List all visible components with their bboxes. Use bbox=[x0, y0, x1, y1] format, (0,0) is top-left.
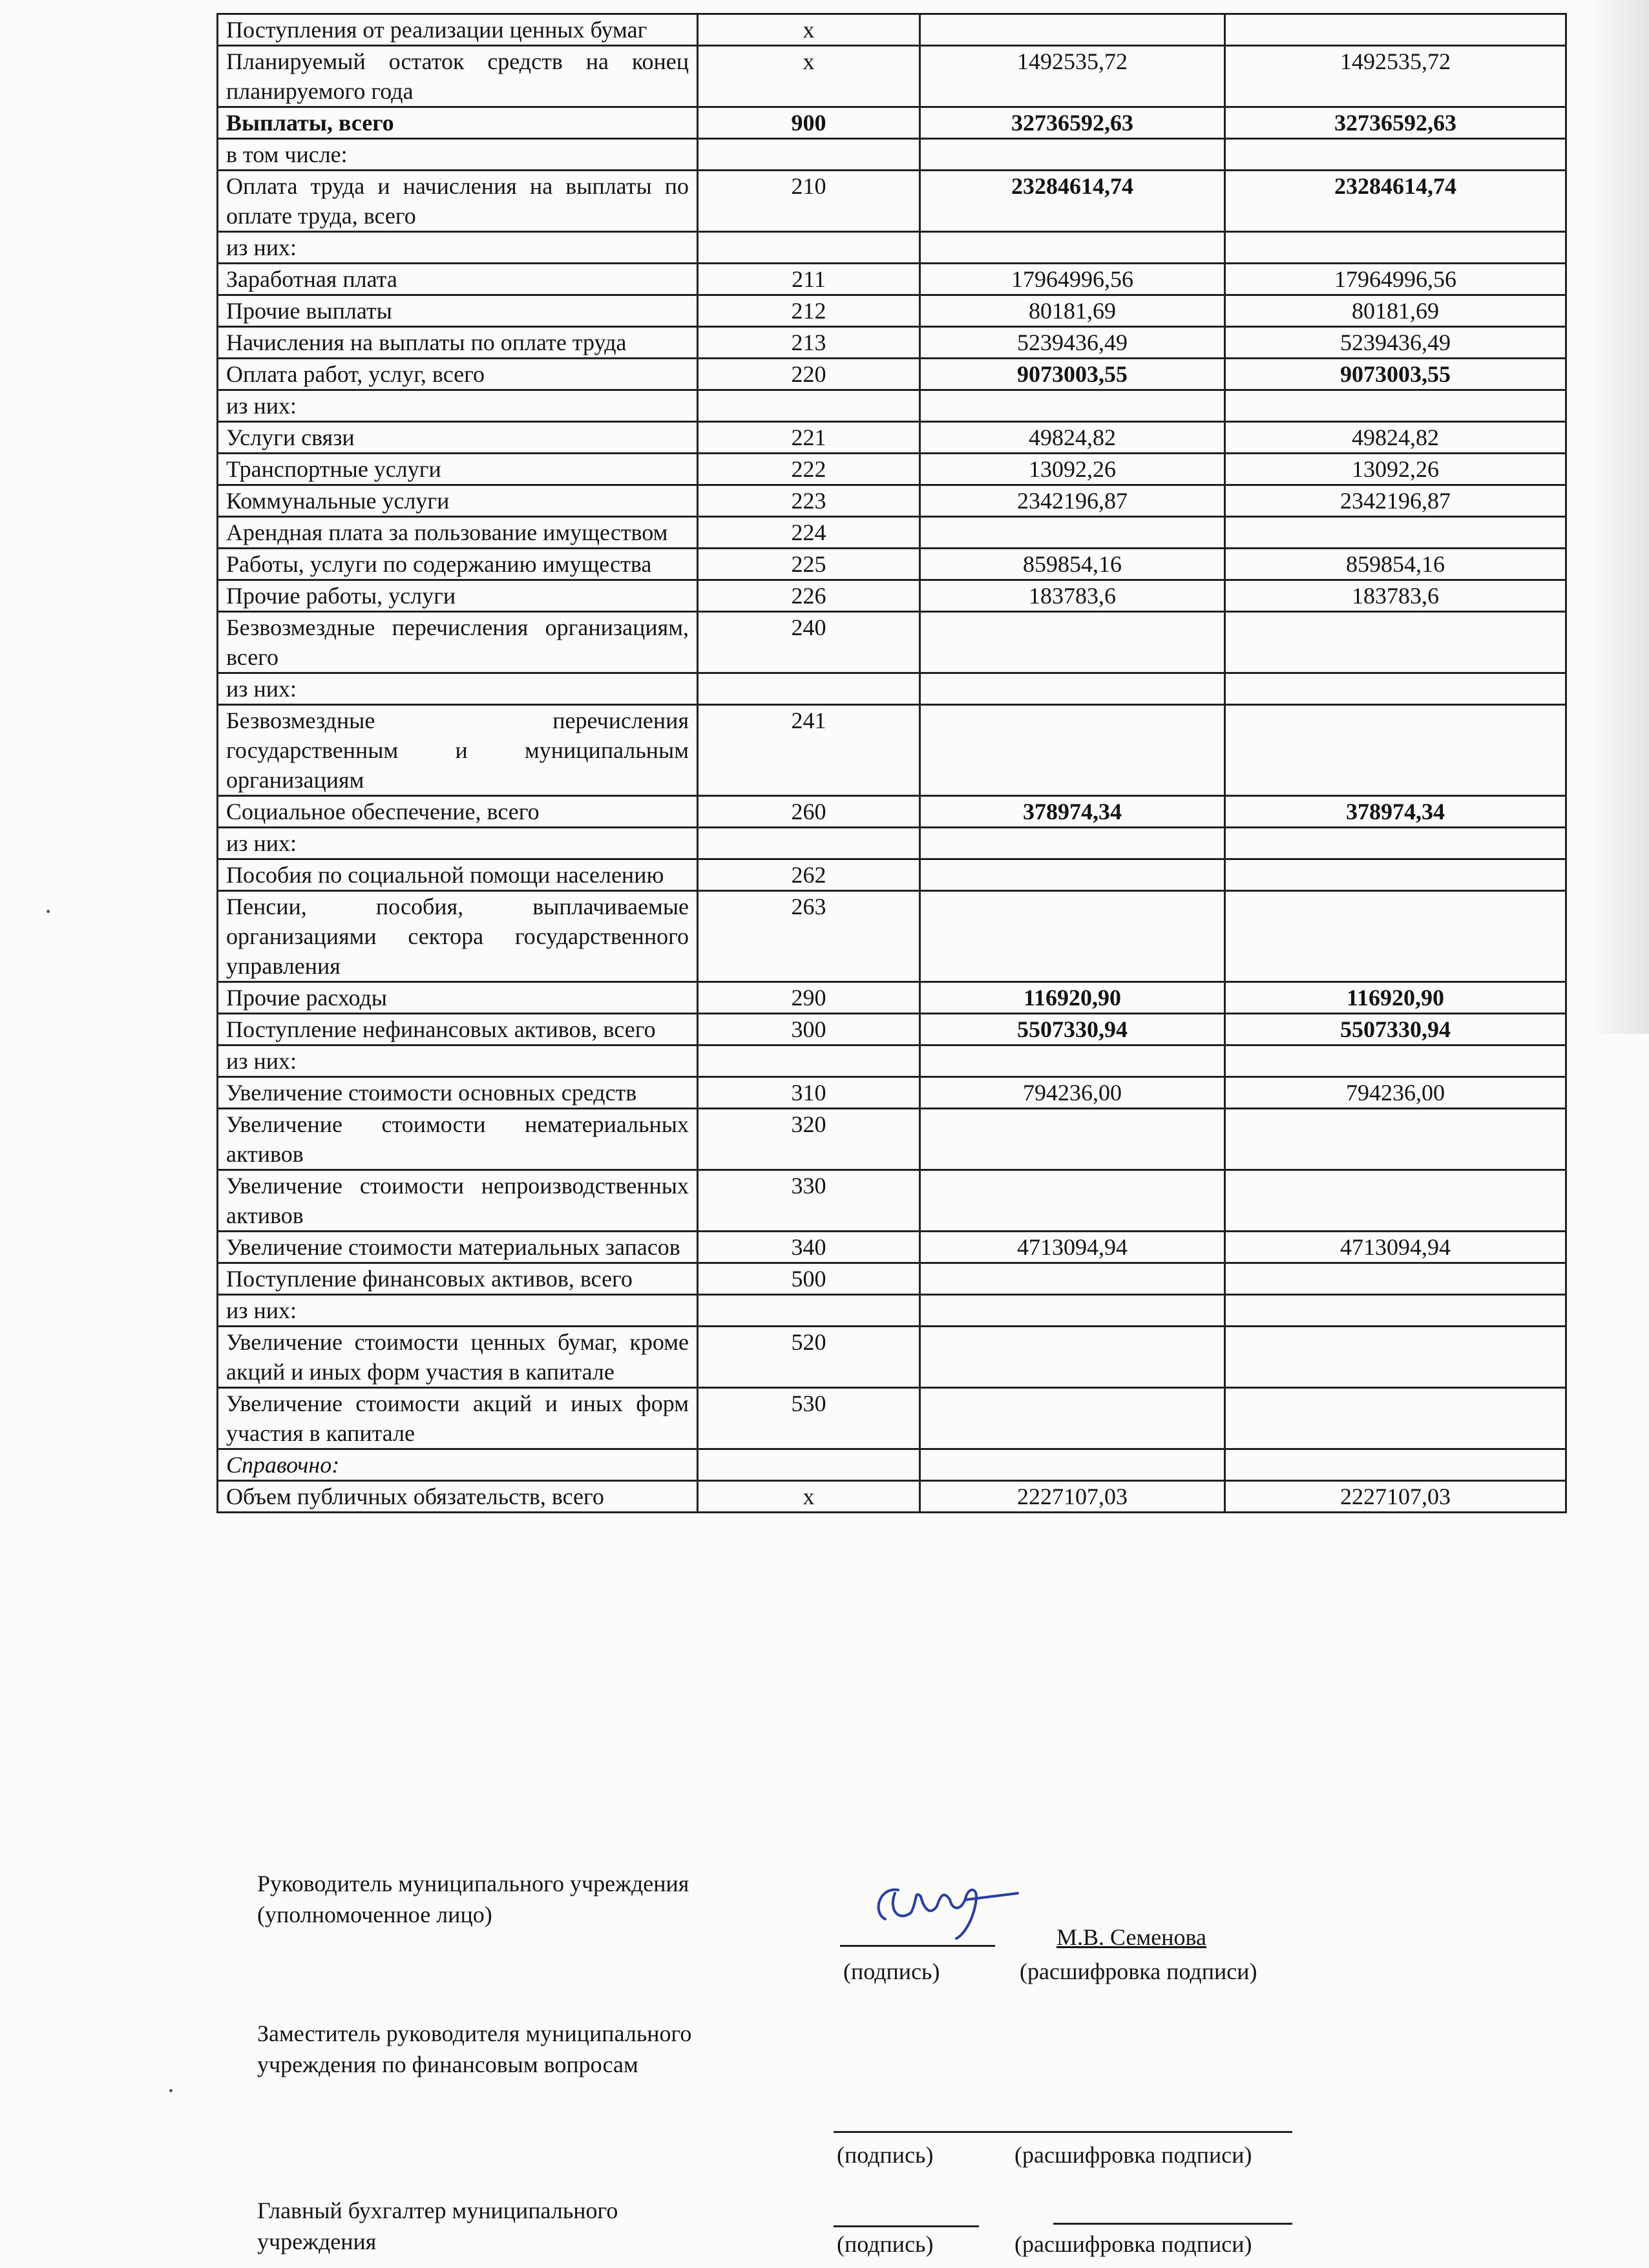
row-current-year-value bbox=[1225, 705, 1566, 796]
row-code: х bbox=[698, 14, 920, 46]
chief-title: Главный бухгалтер муниципального bbox=[257, 2198, 618, 2223]
row-current-year-value: 378974,34 bbox=[1225, 796, 1566, 828]
row-name: Пенсии, пособия, выплачиваемые организациями сектора государственного управления bbox=[218, 891, 698, 982]
table-row bbox=[218, 1109, 1566, 1170]
row-current-year-value bbox=[1225, 1045, 1566, 1077]
row-plan-value bbox=[920, 612, 1225, 673]
row-name: Транспортные услуги bbox=[218, 454, 698, 485]
table-row bbox=[218, 1327, 1566, 1388]
row-code: 290 bbox=[698, 982, 920, 1014]
row-code: 340 bbox=[698, 1232, 920, 1263]
row-code bbox=[698, 1045, 920, 1077]
scan-speck bbox=[47, 910, 50, 913]
table-row bbox=[218, 1014, 1566, 1045]
row-current-year-value: 80181,69 bbox=[1225, 295, 1566, 327]
row-plan-value: 2342196,87 bbox=[920, 485, 1225, 517]
row-current-year-value: 5507330,94 bbox=[1225, 1014, 1566, 1045]
scan-speck bbox=[169, 2089, 173, 2092]
row-plan-value bbox=[920, 828, 1225, 859]
chief-decode-line bbox=[1053, 2223, 1292, 2225]
row-current-year-value: 2342196,87 bbox=[1225, 485, 1566, 517]
row-plan-value bbox=[920, 390, 1225, 422]
row-current-year-value: 1492535,72 bbox=[1225, 46, 1566, 107]
row-plan-value: 183783,6 bbox=[920, 580, 1225, 612]
row-current-year-value bbox=[1225, 828, 1566, 859]
row-name: Объем публичных обязательств, всего bbox=[218, 1481, 698, 1513]
row-plan-value: 32736592,63 bbox=[920, 107, 1225, 139]
row-name: из них: bbox=[218, 390, 698, 422]
row-name: Увеличение стоимости ценных бумаг, кроме акций и иных форм участия в капитале bbox=[218, 1327, 698, 1388]
row-current-year-value: 23284614,74 bbox=[1225, 171, 1566, 232]
row-plan-value bbox=[920, 1170, 1225, 1232]
row-current-year-value: 4713094,94 bbox=[1225, 1232, 1566, 1263]
row-name: Оплата труда и начисления на выплаты по оплате труда, всего bbox=[218, 171, 698, 232]
row-current-year-value bbox=[1225, 1295, 1566, 1327]
row-name: Прочие работы, услуги bbox=[218, 580, 698, 612]
row-code: 500 bbox=[698, 1263, 920, 1295]
row-code bbox=[698, 1449, 920, 1481]
row-current-year-value: 5239436,49 bbox=[1225, 327, 1566, 359]
table-row bbox=[218, 580, 1566, 612]
row-current-year-value: 17964996,56 bbox=[1225, 264, 1566, 295]
row-code bbox=[698, 673, 920, 705]
row-plan-value: 49824,82 bbox=[920, 422, 1225, 454]
table-row bbox=[218, 422, 1566, 454]
row-code: 262 bbox=[698, 859, 920, 891]
table-row bbox=[218, 859, 1566, 891]
chief-sign-label: (подпись) bbox=[837, 2231, 934, 2257]
row-plan-value: 5507330,94 bbox=[920, 1014, 1225, 1045]
budget-table-body bbox=[218, 14, 1566, 1513]
row-name: из них: bbox=[218, 828, 698, 859]
row-plan-value bbox=[920, 1327, 1225, 1388]
table-row bbox=[218, 705, 1566, 796]
row-plan-value: 4713094,94 bbox=[920, 1232, 1225, 1263]
table-row bbox=[218, 517, 1566, 549]
table-row bbox=[218, 1077, 1566, 1109]
row-plan-value bbox=[920, 14, 1225, 46]
row-name: из них: bbox=[218, 1045, 698, 1077]
row-plan-value bbox=[920, 1295, 1225, 1327]
deputy-sign-line bbox=[834, 2131, 1292, 2133]
row-name: Прочие расходы bbox=[218, 982, 698, 1014]
row-name: Увеличение стоимости непроизводственных активов bbox=[218, 1170, 698, 1232]
row-plan-value bbox=[920, 1045, 1225, 1077]
row-name: Увеличение стоимости акций и иных форм участия в капитале bbox=[218, 1388, 698, 1449]
row-plan-value bbox=[920, 891, 1225, 982]
row-code: 212 bbox=[698, 295, 920, 327]
row-code: 530 bbox=[698, 1388, 920, 1449]
row-code bbox=[698, 139, 920, 171]
row-name: Социальное обеспечение, всего bbox=[218, 796, 698, 828]
table-row bbox=[218, 1045, 1566, 1077]
row-name: Оплата работ, услуг, всего bbox=[218, 359, 698, 390]
row-name: Безвозмездные перечисления организациям, всего bbox=[218, 612, 698, 673]
row-code: 240 bbox=[698, 612, 920, 673]
row-current-year-value bbox=[1225, 859, 1566, 891]
row-current-year-value bbox=[1225, 673, 1566, 705]
head-title: Руководитель муниципального учреждения bbox=[257, 1871, 689, 1896]
chief-decode-label: (расшифровка подписи) bbox=[1014, 2231, 1252, 2257]
row-code: 330 bbox=[698, 1170, 920, 1232]
row-current-year-value: 2227107,03 bbox=[1225, 1481, 1566, 1513]
row-current-year-value: 32736592,63 bbox=[1225, 107, 1566, 139]
row-name: Выплаты, всего bbox=[218, 107, 698, 139]
row-plan-value bbox=[920, 673, 1225, 705]
row-code: 226 bbox=[698, 580, 920, 612]
row-plan-value: 116920,90 bbox=[920, 982, 1225, 1014]
row-code bbox=[698, 390, 920, 422]
deputy-decode-label: (расшифровка подписи) bbox=[1014, 2142, 1252, 2168]
row-current-year-value: 859854,16 bbox=[1225, 549, 1566, 580]
table-row bbox=[218, 1388, 1566, 1449]
row-name: Увеличение стоимости материальных запасов bbox=[218, 1232, 698, 1263]
row-code: 520 bbox=[698, 1327, 920, 1388]
handwritten-signature bbox=[859, 1874, 1021, 1945]
row-name: Поступление нефинансовых активов, всего bbox=[218, 1014, 698, 1045]
row-code: 222 bbox=[698, 454, 920, 485]
table-row bbox=[218, 982, 1566, 1014]
row-code: 263 bbox=[698, 891, 920, 982]
row-code: 320 bbox=[698, 1109, 920, 1170]
row-code bbox=[698, 828, 920, 859]
row-plan-value: 80181,69 bbox=[920, 295, 1225, 327]
row-plan-value bbox=[920, 1109, 1225, 1170]
row-code: х bbox=[698, 1481, 920, 1513]
row-code: 223 bbox=[698, 485, 920, 517]
row-name: Начисления на выплаты по оплате труда bbox=[218, 327, 698, 359]
row-plan-value bbox=[920, 1449, 1225, 1481]
row-name: Справочно: bbox=[218, 1449, 698, 1481]
deputy-title: Заместитель руководителя муниципального bbox=[257, 2021, 692, 2046]
row-plan-value: 13092,26 bbox=[920, 454, 1225, 485]
row-name: Поступление финансовых активов, всего bbox=[218, 1263, 698, 1295]
table-row bbox=[218, 454, 1566, 485]
row-name: Арендная плата за пользование имуществом bbox=[218, 517, 698, 549]
row-plan-value bbox=[920, 1388, 1225, 1449]
table-row bbox=[218, 46, 1566, 107]
row-code: 221 bbox=[698, 422, 920, 454]
row-plan-value: 23284614,74 bbox=[920, 171, 1225, 232]
row-current-year-value bbox=[1225, 1388, 1566, 1449]
deputy-sign-label: (подпись) bbox=[837, 2142, 934, 2168]
row-current-year-value: 183783,6 bbox=[1225, 580, 1566, 612]
row-current-year-value: 794236,00 bbox=[1225, 1077, 1566, 1109]
row-name: из них: bbox=[218, 232, 698, 264]
row-plan-value: 2227107,03 bbox=[920, 1481, 1225, 1513]
row-name: в том числе: bbox=[218, 139, 698, 171]
table-row bbox=[218, 295, 1566, 327]
row-plan-value: 794236,00 bbox=[920, 1077, 1225, 1109]
table-row bbox=[218, 612, 1566, 673]
head-name: М.В. Семенова bbox=[1056, 1924, 1206, 1950]
row-code: 220 bbox=[698, 359, 920, 390]
table-row bbox=[218, 171, 1566, 232]
row-current-year-value: 116920,90 bbox=[1225, 982, 1566, 1014]
row-plan-value bbox=[920, 139, 1225, 171]
row-code: 225 bbox=[698, 549, 920, 580]
row-current-year-value: 13092,26 bbox=[1225, 454, 1566, 485]
table-row bbox=[218, 390, 1566, 422]
row-name: из них: bbox=[218, 673, 698, 705]
row-code: 241 bbox=[698, 705, 920, 796]
table-row bbox=[218, 1170, 1566, 1232]
table-row bbox=[218, 139, 1566, 171]
row-name: Услуги связи bbox=[218, 422, 698, 454]
row-name: Безвозмездные перечисления государственным и муниципальным организациям bbox=[218, 705, 698, 796]
row-code: 260 bbox=[698, 796, 920, 828]
budget-table bbox=[216, 13, 1567, 1513]
row-code: 224 bbox=[698, 517, 920, 549]
table-row bbox=[218, 1449, 1566, 1481]
row-plan-value bbox=[920, 232, 1225, 264]
row-plan-value bbox=[920, 517, 1225, 549]
row-current-year-value bbox=[1225, 1109, 1566, 1170]
row-current-year-value bbox=[1225, 14, 1566, 46]
row-name: Коммунальные услуги bbox=[218, 485, 698, 517]
row-name: Увеличение стоимости нематериальных активов bbox=[218, 1109, 698, 1170]
scan-edge-shadow bbox=[1591, 0, 1649, 1034]
row-code bbox=[698, 1295, 920, 1327]
table-row bbox=[218, 1481, 1566, 1513]
row-plan-value bbox=[920, 859, 1225, 891]
head-title-2: (уполномоченное лицо) bbox=[257, 1902, 492, 1927]
row-name: Планируемый остаток средств на конец планируемого года bbox=[218, 46, 698, 107]
row-code bbox=[698, 232, 920, 264]
table-row bbox=[218, 14, 1566, 46]
row-plan-value: 859854,16 bbox=[920, 549, 1225, 580]
row-code: 300 bbox=[698, 1014, 920, 1045]
table-row bbox=[218, 327, 1566, 359]
row-current-year-value bbox=[1225, 612, 1566, 673]
row-name: Прочие выплаты bbox=[218, 295, 698, 327]
chief-sign-line bbox=[834, 2225, 979, 2227]
row-name: Пособия по социальной помощи населению bbox=[218, 859, 698, 891]
row-current-year-value bbox=[1225, 139, 1566, 171]
row-current-year-value bbox=[1225, 891, 1566, 982]
table-row bbox=[218, 1263, 1566, 1295]
row-code: 211 bbox=[698, 264, 920, 295]
table-row bbox=[218, 828, 1566, 859]
table-row bbox=[218, 485, 1566, 517]
table-row bbox=[218, 891, 1566, 982]
table-row bbox=[218, 107, 1566, 139]
row-plan-value bbox=[920, 1263, 1225, 1295]
table-row bbox=[218, 1232, 1566, 1263]
head-decode-label: (расшифровка подписи) bbox=[1020, 1958, 1257, 1984]
deputy-title-2: учреждения по финансовым вопросам bbox=[257, 2052, 638, 2077]
table-row bbox=[218, 1295, 1566, 1327]
row-name: Увеличение стоимости основных средств bbox=[218, 1077, 698, 1109]
row-plan-value bbox=[920, 705, 1225, 796]
row-plan-value: 378974,34 bbox=[920, 796, 1225, 828]
row-name: Заработная плата bbox=[218, 264, 698, 295]
table-row bbox=[218, 673, 1566, 705]
row-plan-value: 1492535,72 bbox=[920, 46, 1225, 107]
row-plan-value: 9073003,55 bbox=[920, 359, 1225, 390]
row-current-year-value bbox=[1225, 1327, 1566, 1388]
row-code: 900 bbox=[698, 107, 920, 139]
row-plan-value: 17964996,56 bbox=[920, 264, 1225, 295]
table-row bbox=[218, 796, 1566, 828]
row-code: 310 bbox=[698, 1077, 920, 1109]
chief-title-2: учреждения bbox=[257, 2229, 377, 2254]
row-current-year-value: 49824,82 bbox=[1225, 422, 1566, 454]
table-row bbox=[218, 549, 1566, 580]
row-name: Работы, услуги по содержанию имущества bbox=[218, 549, 698, 580]
table-row bbox=[218, 359, 1566, 390]
table-row bbox=[218, 232, 1566, 264]
head-sign-label: (подпись) bbox=[843, 1958, 940, 1984]
row-name: из них: bbox=[218, 1295, 698, 1327]
row-current-year-value bbox=[1225, 517, 1566, 549]
row-current-year-value bbox=[1225, 1170, 1566, 1232]
row-code: 213 bbox=[698, 327, 920, 359]
row-current-year-value bbox=[1225, 390, 1566, 422]
row-name: Поступления от реализации ценных бумаг bbox=[218, 14, 698, 46]
row-current-year-value bbox=[1225, 232, 1566, 264]
row-current-year-value: 9073003,55 bbox=[1225, 359, 1566, 390]
row-code: 210 bbox=[698, 171, 920, 232]
row-plan-value: 5239436,49 bbox=[920, 327, 1225, 359]
row-code: х bbox=[698, 46, 920, 107]
row-current-year-value bbox=[1225, 1449, 1566, 1481]
head-sign-line bbox=[840, 1945, 995, 1947]
table-row bbox=[218, 264, 1566, 295]
row-current-year-value bbox=[1225, 1263, 1566, 1295]
